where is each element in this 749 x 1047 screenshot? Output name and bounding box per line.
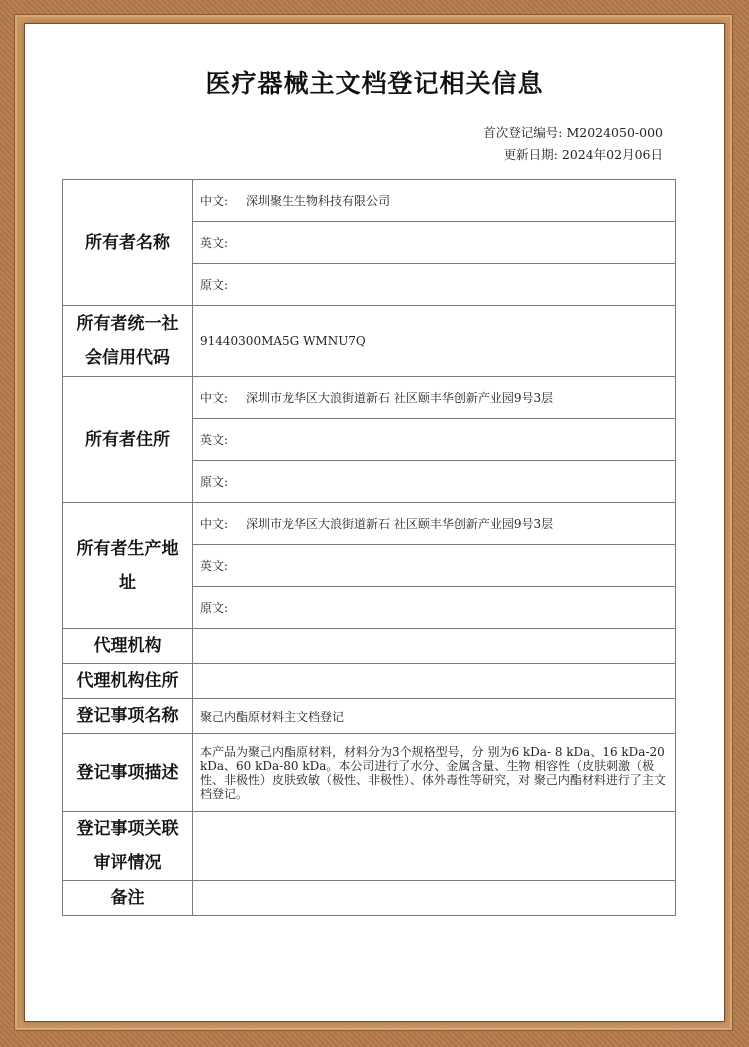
en-label: 英文: (200, 433, 229, 447)
item-desc-row (63, 734, 676, 812)
owner-address-label: 所有者住所 (63, 377, 193, 503)
owner-address-row (63, 377, 676, 419)
production-address-zh-value: 深圳市龙华区大浪街道新石 社区颐丰华创新产业园9号3层 (246, 517, 554, 531)
en-label: 英文: (200, 236, 229, 250)
production-address-row (63, 503, 676, 545)
credit-code-row (63, 306, 676, 377)
zh-label: 中文: (200, 517, 229, 531)
owner-address-orig (193, 461, 676, 503)
zh-label: 中文: (200, 194, 229, 208)
registration-number-value: M2024050-000 (566, 125, 663, 140)
orig-label: 原文: (200, 475, 229, 489)
owner-name-en (193, 222, 676, 264)
credit-code-label-line2: 会信用代码 (85, 348, 170, 368)
production-address-zh (193, 503, 676, 545)
item-desc-value: 本产品为聚己内酯原材料，材料分为3个规格型号，分 别为6 kDa- 8 kDa、16 kDa-20 kDa、60 kDa-80 kDa。本公司进行了水分、金属含量、生物 相容性（皮肤刺激（极性、非极性）皮肤致敏（极性、非极性）、体外毒性等研究，对 聚己内酯材料进行了主文档登记。 (193, 734, 676, 812)
remarks-label: 备注 (63, 881, 193, 916)
production-address-orig (193, 587, 676, 629)
item-desc-label: 登记事项描述 (63, 734, 193, 812)
owner-name-zh-value: 深圳聚生生物科技有限公司 (246, 194, 391, 208)
production-address-label-line2: 址 (119, 572, 136, 593)
production-address-label-line1: 所有者生产地 (76, 538, 179, 559)
agent-address-row (63, 664, 676, 699)
owner-name-orig (193, 264, 676, 306)
orig-label: 原文: (200, 601, 229, 615)
owner-name-zh (193, 180, 676, 222)
agent-address-value (193, 664, 676, 699)
zh-label: 中文: (200, 391, 229, 405)
owner-name-label: 所有者名称 (63, 180, 193, 306)
item-name-label: 登记事项名称 (63, 699, 193, 734)
update-date-value: 2024年02月06日 (561, 147, 663, 162)
review-value (193, 812, 676, 881)
registration-table (62, 179, 676, 916)
agent-value (193, 629, 676, 664)
registration-number-label: 首次登记编号: (483, 125, 563, 140)
en-label: 英文: (200, 559, 229, 573)
review-row (63, 812, 676, 881)
owner-address-zh (193, 377, 676, 419)
update-date (504, 145, 663, 163)
review-label-line2: 审评情况 (93, 853, 162, 873)
production-address-label (63, 503, 193, 629)
orig-label: 原文: (200, 278, 229, 292)
review-label (63, 812, 193, 881)
remarks-value (193, 881, 676, 916)
registration-number (483, 123, 663, 141)
review-label-line1: 登记事项关联 (76, 819, 179, 839)
remarks-row (63, 881, 676, 916)
agent-address-label: 代理机构住所 (63, 664, 193, 699)
agent-row (63, 629, 676, 664)
credit-code-label (63, 306, 193, 377)
credit-code-value: 91440300MA5G WMNU7Q (193, 306, 676, 377)
credit-code-label-line1: 所有者统一社 (76, 314, 179, 334)
update-date-label: 更新日期: (503, 147, 558, 162)
production-address-en (193, 545, 676, 587)
document-title: 医疗器械主文档登记相关信息 (205, 69, 544, 98)
owner-address-zh-value: 深圳市龙华区大浪街道新石 社区颐丰华创新产业园9号3层 (246, 391, 554, 405)
item-name-value: 聚己内酯原材料主文档登记 (193, 699, 676, 734)
owner-address-en (193, 419, 676, 461)
item-name-row (63, 699, 676, 734)
agent-label: 代理机构 (63, 629, 193, 664)
owner-name-row (63, 180, 676, 222)
